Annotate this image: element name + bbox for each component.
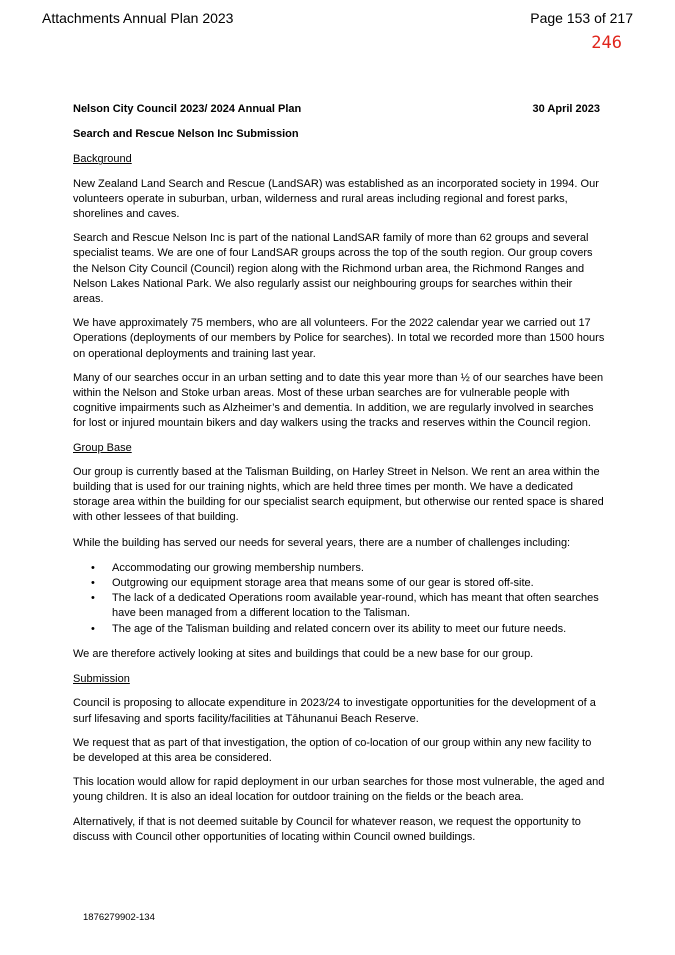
paragraph: Search and Rescue Nelson Inc is part of the national LandSAR family of more than 62 groups and several specialist teams. We are one of four LandSAR groups across the top of the south region. Our group covers the Nelson City Council (Council) region along with the Richmond urban area, the Richmond Ranges and Nelson Lakes National Park. We also regularly assist our neighbouring groups for searches within their areas.	[73, 232, 593, 306]
paragraph: Many of our searches occur in an urban setting and to date this year more than ½ of our searches have been within the Nelson and Stoke urban areas. Most of these urban searches are for vulnerable people with cognitive impairments such as Alzheimer’s and dementia. In addition, we are regularly involved in searches for lost or injured mountain bikers and day walkers using the tracks and reserves within the Council region.	[73, 371, 604, 430]
document-subtitle: Search and Rescue Nelson Inc Submission	[73, 128, 299, 141]
paragraph: This location would allow for rapid deployment in our urban searches for those most vulnerable, the aged and young children. It is also an ideal location for outdoor training on the fields or the beach area.	[73, 776, 605, 804]
paragraph: We request that as part of that investigation, the option of co-location of our group within any new facility to be developed at this area be considered.	[73, 736, 592, 764]
paragraph: We are therefore actively looking at sites and buildings that could be a new base for our group.	[73, 647, 534, 660]
paragraph: Our group is currently based at the Talisman Building, on Harley Street in Nelson. We rent an area within the building that is used for our training nights, which are held three times per month. We have a dedicated storage area within the building for our specialist search equipment, but otherwise our rented space is shared with other lessees of that building.	[73, 465, 604, 524]
challenges-list	[73, 561, 605, 637]
heading-submission: Submission	[73, 673, 130, 686]
document-body	[73, 102, 605, 845]
heading-background: Background	[73, 153, 132, 166]
paragraph: New Zealand Land Search and Rescue (LandSAR) was established as an incorporated society in 1994. Our volunteers operate in suburban, urban, wilderness and rural areas including regional and forest parks, shorelines and caves.	[73, 177, 599, 221]
paragraph: Alternatively, if that is not deemed suitable by Council for whatever reason, we request the opportunity to discuss with Council other opportunities of locating within Council owned buildings.	[73, 815, 581, 843]
paragraph: We have approximately 75 members, who are all volunteers. For the 2022 calendar year we carried out 17 Operations (deployments of our members by Police for searches). In total we recorded more than 1500 hours on operational deployments and training last year.	[73, 317, 605, 360]
list-item: • Outgrowing our equipment storage area that means some of our gear is stored off-site.	[91, 576, 605, 591]
list-item: • The lack of a dedicated Operations room available year-round, which has meant that often searches have been managed from a different location to the Talisman.	[91, 591, 605, 621]
document-date: 30 April 2023	[532, 103, 600, 115]
paragraph: Council is proposing to allocate expenditure in 2023/24 to investigate opportunities for the development of a surf lifesaving and sports facility/facilities at Tāhunanui Beach Reserve.	[73, 697, 596, 725]
attachments-header: Attachments Annual Plan 2023	[42, 10, 234, 26]
document-id: 1876279902-134	[83, 912, 155, 923]
page-number: Page 153 of 217	[530, 10, 633, 26]
title-row	[73, 102, 605, 117]
document-title: Nelson City Council 2023/ 2024 Annual Plan	[73, 103, 302, 115]
heading-group-base: Group Base	[73, 441, 132, 454]
paragraph: While the building has served our needs for several years, there are a number of challenges including:	[73, 536, 571, 549]
page-stamp-number: 246	[591, 33, 622, 53]
list-item: • The age of the Talisman building and related concern over its ability to meet our future needs.	[91, 622, 605, 637]
list-item: • Accommodating our growing membership numbers.	[91, 561, 605, 576]
